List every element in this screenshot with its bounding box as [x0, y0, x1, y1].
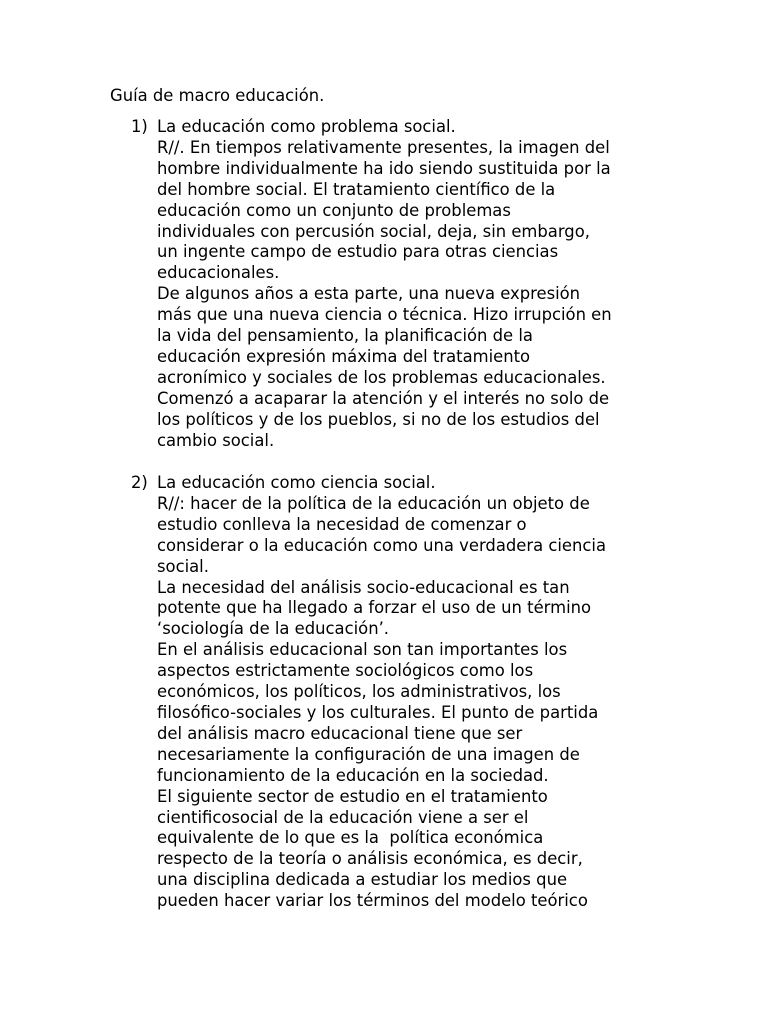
text-line: La necesidad del análisis socio-educacional es tan [157, 577, 570, 597]
text-line: En el análisis educacional son tan importantes los [157, 640, 568, 660]
section-body [157, 473, 768, 912]
text-line: ‘sociología de la educación’. [157, 619, 390, 639]
text-line: La educación como ciencia social. [157, 473, 436, 492]
text-line: la vida del pensamiento, la planificación de la [157, 326, 533, 346]
section-number: 1) [131, 117, 148, 136]
section-1 [131, 117, 768, 452]
text-line: La educación como problema social. [157, 117, 456, 136]
text-line: social. [157, 556, 209, 576]
text-line: necesariamente la configuración de una imagen de [157, 744, 580, 764]
text-line: De algunos años a esta parte, una nueva expresión [157, 284, 581, 304]
text-line: acronímico y sociales de los problemas educacionales. [157, 367, 606, 387]
text-line: los políticos y de los pueblos, si no de los estudios del [157, 409, 600, 429]
text-line: potente que ha llegado a forzar el uso de un término [157, 598, 592, 618]
section-body [157, 117, 768, 452]
text-line: educación como un conjunto de problemas [157, 200, 511, 220]
text-line: cambio social. [157, 430, 275, 450]
text-line: respecto de la teoría o análisis económica, es decir, [157, 849, 583, 869]
text-line: del hombre social. El tratamiento científico de la [157, 179, 556, 199]
text-line: cientificosocial de la educación viene a ser el [157, 807, 529, 827]
text-line: R//. En tiempos relativamente presentes, la imagen del [157, 137, 610, 157]
text-line: una disciplina dedicada a estudiar los medios que [157, 870, 568, 890]
section-2 [131, 473, 768, 912]
text-line: R//: hacer de la política de la educación un objeto de [157, 493, 590, 513]
text-line: económicos, los políticos, los administrativos, los [157, 682, 561, 702]
text-line: estudio conlleva la necesidad de comenzar o [157, 514, 527, 534]
text-line: aspectos estrictamente sociológicos como los [157, 661, 534, 681]
text-line: pueden hacer variar los términos del modelo teórico [157, 891, 588, 911]
text-line: El siguiente sector de estudio en el tratamiento [157, 786, 548, 806]
text-line: considerar o la educación como una verdadera ciencia [157, 535, 606, 555]
text-line: educación expresión máxima del tratamiento [157, 346, 531, 366]
text-line: funcionamiento de la educación en la sociedad. [157, 765, 549, 785]
section-number: 2) [131, 473, 148, 492]
text-line: individuales con percusión social, deja, sin embargo, [157, 221, 590, 241]
text-line: hombre individualmente ha ido siendo sustituida por la [157, 158, 611, 178]
text-line: Comenzó a acaparar la atención y el interés no solo de [157, 388, 610, 408]
text-line: equivalente de lo que es la política económica [157, 828, 544, 848]
text-line: del análisis macro educacional tiene que ser [157, 723, 523, 743]
document-title: Guía de macro educación. [110, 86, 325, 105]
text-line: más que una nueva ciencia o técnica. Hizo irrupción en [157, 305, 612, 325]
text-line: filosófico-sociales y los culturales. El punto de partida [157, 702, 599, 722]
text-line: educacionales. [157, 263, 280, 283]
text-line: un ingente campo de estudio para otras ciencias [157, 242, 559, 262]
